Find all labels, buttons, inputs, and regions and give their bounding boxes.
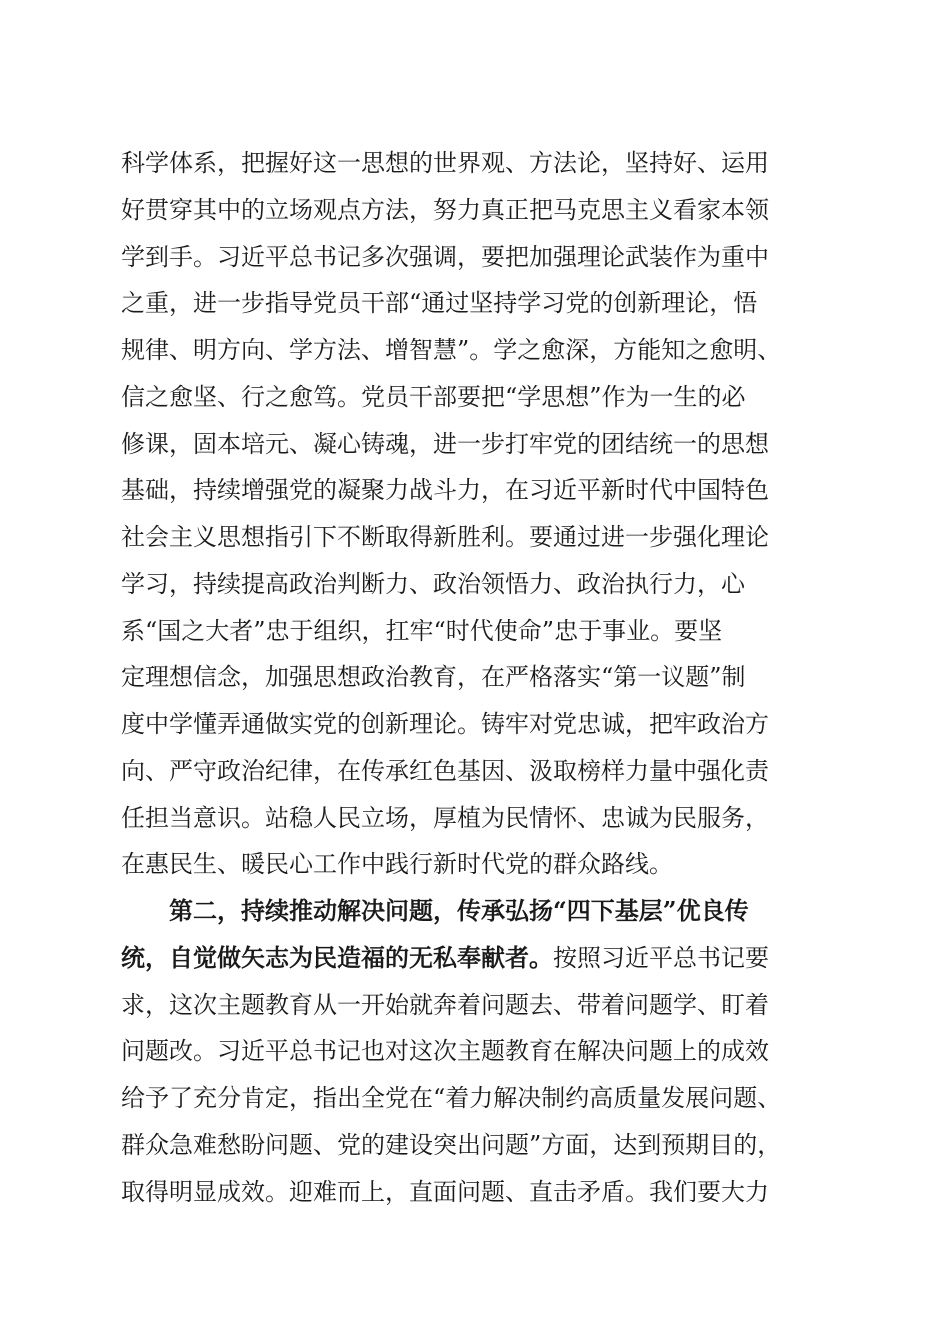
section-heading-line: 第二，持续推动解决问题，传承弘扬“四下基层”优良传 <box>169 896 749 925</box>
text-line: 给予了充分肯定，指出全党在“着力解决制约高质量发展问题、 <box>121 1084 782 1112</box>
text-line: 社会主义思想指引下不断取得新胜利。要通过进一步强化理论 <box>121 523 769 551</box>
paragraph-1 <box>121 140 841 888</box>
text-line: 任担当意识。站稳人民立场，厚植为民情怀、忠诚为民服务， <box>121 803 769 832</box>
text-line: 科学体系，把握好这一思想的世界观、方法论，坚持好、运用 <box>121 149 769 177</box>
text-line: 系“国之大者”忠于组织，扛牢“时代使命”忠于事业。要坚 <box>121 616 723 645</box>
text-line: 定理想信念，加强思想政治教育，在严格落实“第一议题”制 <box>121 663 746 692</box>
text-line: 问题改。习近平总书记也对这次主题教育在解决问题上的成效 <box>121 1037 769 1066</box>
text-line: 学到手。习近平总书记多次强调，要把加强理论武装作为重中 <box>121 242 769 271</box>
text-line: 学习，持续提高政治判断力、政治领悟力、政治执行力，心 <box>121 569 745 598</box>
text-line: 修课，固本培元、凝心铸魂，进一步打牢党的团结统一的思想 <box>121 429 769 458</box>
text-line: 取得明显成效。迎难而上，直面问题、直击矛盾。我们要大力 <box>121 1177 769 1206</box>
text-line: 求，这次主题教育从一开始就奔着问题去、带着问题学、盯着 <box>121 990 769 1019</box>
text-line <box>121 935 841 982</box>
section-heading-end: 统，自觉做矢志为民造福的无私奉献者。 <box>121 942 553 972</box>
body-text <box>121 140 841 1215</box>
text-line: 信之愈坚、行之愈笃。党员干部要把“学思想”作为一生的必 <box>121 382 746 411</box>
text-line: 向、严守政治纪律，在传承红色基因、汲取榜样力量中强化责 <box>121 756 769 785</box>
text-line: 之重，进一步指导党员干部“通过坚持学习党的创新理论，悟 <box>121 289 758 318</box>
text-line: 规律、明方向、学方法、增智慧”。学之愈深，方能知之愈明、 <box>121 336 782 364</box>
text-run: 按照习近平总书记要 <box>553 943 769 972</box>
text-line: 好贯穿其中的立场观点方法，努力真正把马克思主义看家本领 <box>121 195 769 224</box>
paragraph-2 <box>121 888 841 1215</box>
text-line: 度中学懂弄通做实党的创新理论。铸牢对党忠诚，把牢政治方 <box>121 710 769 738</box>
text-line: 在惠民生、暖民心工作中践行新时代党的群众路线。 <box>121 850 673 879</box>
text-line: 基础，持续增强党的凝聚力战斗力，在习近平新时代中国特色 <box>121 476 769 505</box>
text-line: 群众急难愁盼问题、党的建设突出问题”方面，达到预期目的， <box>121 1130 782 1159</box>
